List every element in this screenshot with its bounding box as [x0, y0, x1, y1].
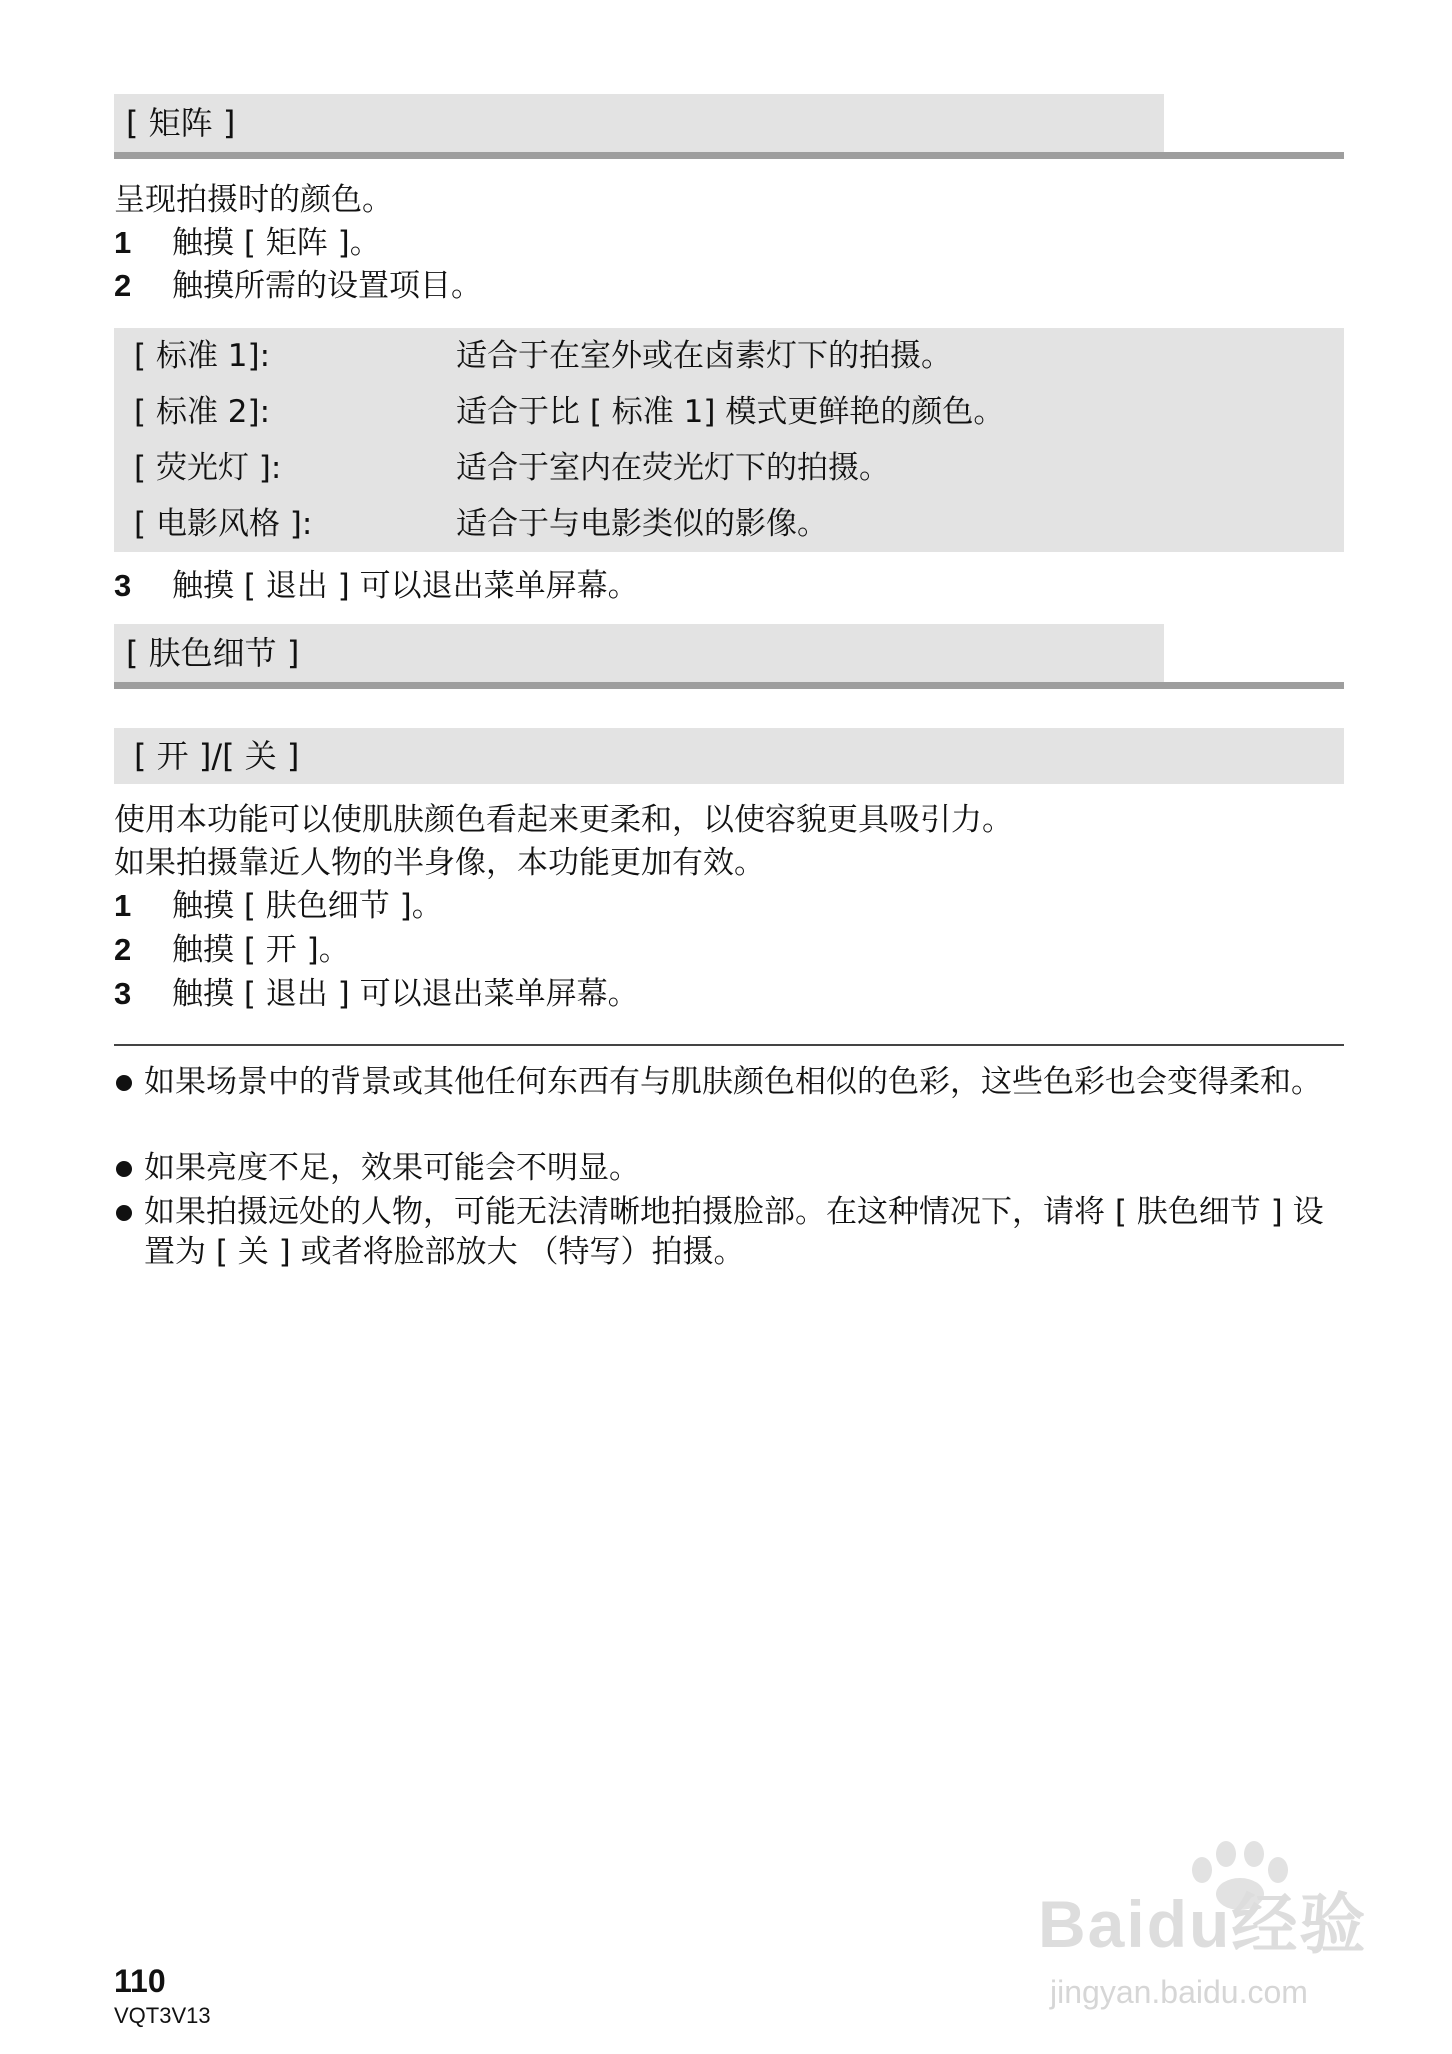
bullet-icon: [116, 1161, 132, 1177]
bullet-icon: [116, 1205, 132, 1221]
skin-desc-line-2: 如果拍摄靠近人物的半身像，本功能更加有效。: [114, 845, 765, 881]
option-description: 适合于与电影类似的影像。: [456, 506, 828, 542]
skin-options-bar: [114, 728, 1344, 784]
step-text: 触摸 [ 退出 ] 可以退出菜单屏幕。: [172, 568, 639, 604]
option-row-standard-1: [114, 328, 1344, 384]
step-number: 3: [114, 976, 132, 1011]
note-text: 如果亮度不足，效果可能会不明显。: [144, 1150, 640, 1186]
step-text: 触摸 [ 矩阵 ]。: [172, 225, 381, 261]
step-text: 触摸 [ 肤色细节 ]。: [172, 888, 443, 924]
option-label: [ 标准 2]:: [134, 394, 271, 430]
option-description: 适合于在室外或在卤素灯下的拍摄。: [456, 338, 952, 374]
header-background: [114, 94, 1164, 152]
option-row-fluorescent: [114, 440, 1344, 496]
model-code: VQT3V13: [114, 2003, 211, 2028]
skin-section-title: [ 肤色细节 ]: [126, 634, 300, 672]
skin-desc-line-1: 使用本功能可以使肌肤颜色看起来更柔和，以使容貌更具吸引力。: [114, 802, 1013, 838]
watermark-url: jingyan.baidu.com: [1050, 1974, 1308, 2010]
header-underline: [114, 682, 1344, 689]
baidu-watermark: [1030, 1840, 1390, 2030]
option-row-standard-2: [114, 384, 1344, 440]
skin-section-header: [114, 624, 1344, 682]
header-underline: [114, 152, 1344, 159]
step-text: 触摸 [ 退出 ] 可以退出菜单屏幕。: [172, 976, 639, 1012]
note-text: 如果场景中的背景或其他任何东西有与肌肤颜色相似的色彩，这些色彩也会变得柔和。: [144, 1064, 1322, 1100]
matrix-section-title: [ 矩阵 ]: [126, 104, 236, 142]
bullet-icon: [116, 1075, 132, 1091]
note-text: 如果拍摄远处的人物，可能无法清晰地拍摄脸部。在这种情况下，请将 [ 肤色细节 ] 设置为 [ 关 ] 或者将脸部放大 （特写）拍摄。: [144, 1194, 1324, 1270]
step-number: 3: [114, 568, 132, 603]
page-number: 110: [114, 1963, 166, 1999]
skin-options-label: [ 开 ]/[ 关 ]: [134, 737, 300, 775]
notes-divider: [114, 1044, 1344, 1046]
option-description: 适合于比 [ 标准 1] 模式更鲜艳的颜色。: [456, 394, 1005, 430]
step-number: 1: [114, 888, 132, 923]
matrix-options-table: [114, 328, 1344, 552]
step-number: 1: [114, 225, 132, 260]
option-row-cinema-style: [114, 496, 1344, 552]
option-description: 适合于室内在荧光灯下的拍摄。: [456, 450, 890, 486]
step-text: 触摸所需的设置项目。: [172, 268, 482, 304]
step-text: 触摸 [ 开 ]。: [172, 932, 350, 968]
option-label: [ 电影风格 ]:: [134, 506, 313, 542]
step-number: 2: [114, 932, 132, 967]
watermark-text: Baidu经验: [1038, 1887, 1368, 1961]
matrix-intro: 呈现拍摄时的颜色。: [114, 182, 393, 218]
option-label: [ 标准 1]:: [134, 338, 271, 374]
option-label: [ 荧光灯 ]:: [134, 450, 282, 486]
step-number: 2: [114, 268, 132, 303]
matrix-section-header: [114, 94, 1344, 152]
